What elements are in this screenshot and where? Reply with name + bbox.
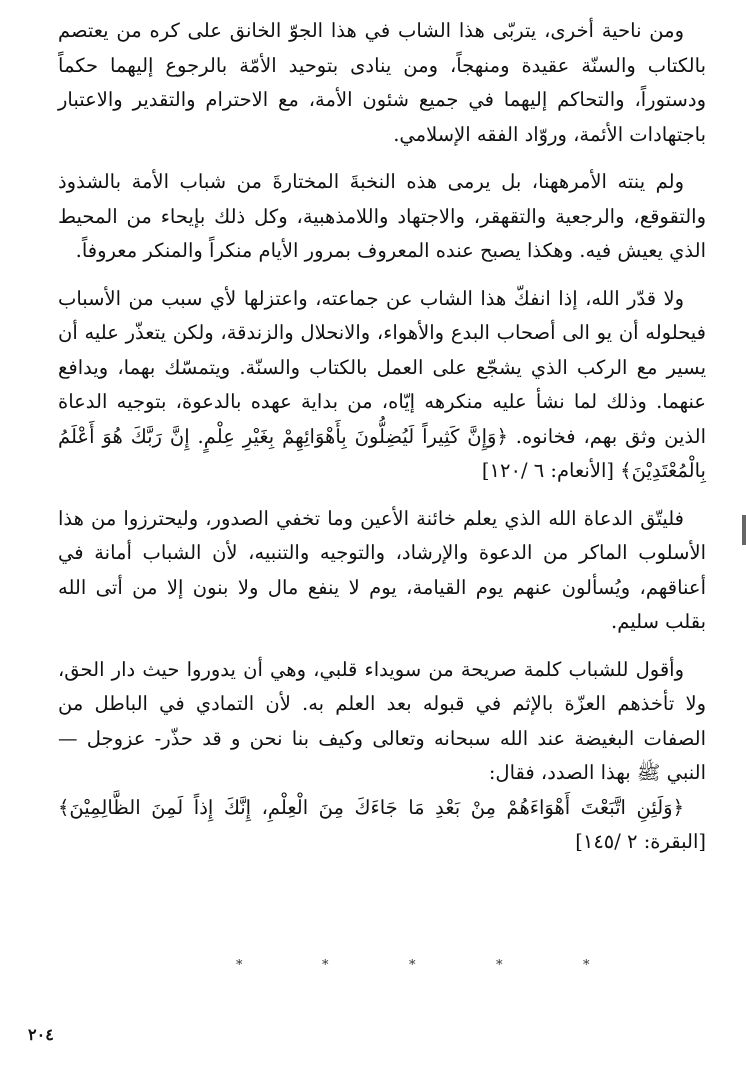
separator-star: * [322,958,329,973]
page-number: ٢٠٤ [28,1025,54,1044]
separator-star: * [583,958,590,973]
paragraph-4: فليتّق الدعاة الله الذي يعلم خائنة الأعين وما تخفي الصدور، وليحترزوا من هذا الأسلوب الماكر من الدعوة والإرشاد، والتوجيه والتنبيه، لأن الشباب أمانة في أعناقهم، ويُسألون عنهم يوم القيامة، يوم لا ينفع مال ولا بنون إلا من أتى الله بقلب سليم. [58,506,706,633]
paragraph-5: وأقول للشباب كلمة صريحة من سويداء قلبي، وهي أن يدوروا حيث دار الحق، ولا تأخذهم العزّة بالإثم في قبوله بعد العلم به. لأن التمادي في الباطل من الصفات البغيضة عند الله سبحانه وتعالى وكيف بنا نحن و قد حذّر- عزوجل — النبي ﷺ بهذا الصدد، فقال: [58,657,706,784]
separator-star: * [496,958,503,973]
scan-edge-mark [742,515,746,545]
section-separator [0,958,746,978]
page-body [58,14,706,860]
paragraph-1: ومن ناحية أخرى، يتربّى هذا الشاب في هذا الجوّ الخانق على كره من يعتصم بالكتاب والسنّة عقيدة ومنهجاً، ومن ينادى بتوحيد الأمّة بالرجوع إليهما حكماً ودستوراً، والتحاكم إليهما في جميع شئون الأمة، مع الاحترام والتقدير والاعتبار باجتهادات الأئمة، وروّاد الفقه الإسلامي. [58,19,706,146]
separator-star: * [236,958,243,973]
paragraph-2: ولم ينته الأمرههنا، بل يرمى هذه النخبةَ المختارةَ من شباب الأمة بالشذوذ والتقوقع، والرجعية والتقهقر، والاجتهاد واللامذهبية، وكل ذلك بإيحاء من المحيط الذي يعيش فيه. وهكذا يصبح عنده المعروف بمرور الأيام منكراً والمنكر معروفاً. [58,170,706,262]
quran-quote: ﴿وَلَئِنِ اتَّبَعْتَ أَهْوَاءَهُمْ مِنْ بَعْدِ مَا جَاءَكَ مِنَ الْعِلْمِ، إِنَّكَ إِذاً لَمِنَ الظَّالِمِيْنَ﴾ [البقرة: ٢ /١٤٥] [58,795,706,853]
separator-star: * [409,958,416,973]
paragraph-3: ولا قدّر الله، إذا انفكّ هذا الشاب عن جماعته، واعتزلها لأي سبب من الأسباب فيحلوله أن يو الى أصحاب البدع والأهواء، والانحلال والزندقة، ولكن يتعذّر عليه أن يسير مع الركب الذي يشجّع على العمل بالكتاب والسنّة. ويتمسّك بهما، ويدافع عنهما. وذلك لما نشأ عليه منكرهه إيّاه، من بداية عهده بالدعوة، بتوجيه الدعاة الذين وثق بهم، فخانوه. ﴿وَإِنَّ كَثِيراً لَيُضِلُّونَ بِأَهْوَائِهِمْ بِغَيْرِ عِلْمٍ. إِنَّ رَبَّكَ هُوَ أَعْلَمُ بِالْمُعْتَدِيْنَ﴾ [الأنعام: ٦ /١٢٠] [58,286,706,482]
